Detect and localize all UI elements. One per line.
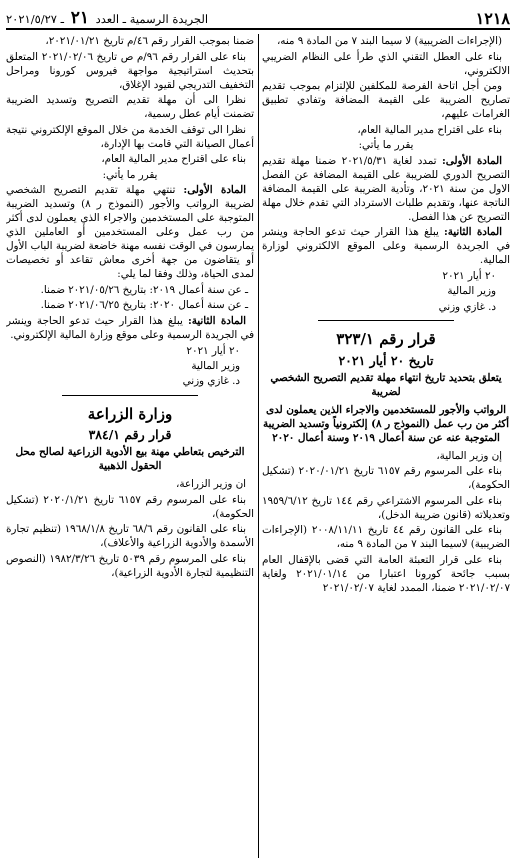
paragraph: بناء على المرسوم الاشتراعي رقم ١٤٤ تاريخ ١٩٥٩/٦/١٢ وتعديلاته (قانون ضريبة الدخل)، [262, 494, 510, 521]
signature-title: وزير المالية [191, 359, 240, 372]
article-label: المادة الأولى: [183, 184, 246, 196]
signature-date: ٢٠ أيار ٢٠٢١ [186, 344, 240, 357]
issue-number: ٢١ [70, 8, 89, 28]
paragraph: إن وزير المالية، [436, 449, 502, 462]
paragraph: بناء على المرسوم رقم ٦١٥٧ تاريخ ٢٠٢٠/٠١/٢١ (تشكيل الحكومة)، [262, 465, 510, 492]
paragraph: بناء على القرار رقم ٩٦/م ص تاريخ ٢٠٢١/٠٢/٠٦ المتعلق بتحديث استراتيجية مواجهة فيروس كورونا ومراحل التخفيف التدريجي لقيود الإغلاق، [6, 50, 254, 91]
signature-date: ٢٠ أيار ٢٠٢١ [442, 270, 496, 282]
decision-date: تاريخ ٢٠ أيار ٢٠٢١ [338, 352, 434, 368]
page-header [6, 4, 510, 30]
paragraph: بناء على المرسوم رقم ٦١٥٧ تاريخ ٢٠٢٠/١/٢١ (تشكيل الحكومة)، [6, 493, 254, 520]
content-columns [6, 34, 510, 858]
article-two [262, 225, 510, 267]
article-text: يبلغ هذا القرار حيث تدعو الحاجة وينشر في الجريدة الرسمية وعلى الموقع الالكتروني لوزارة المالية. [262, 226, 510, 266]
section-divider [318, 320, 454, 321]
issue-date: ـ ٢٠٢١/٥/٢٧ [6, 12, 65, 26]
decision-subject: الرواتب والأجور للمستخدمين والاجراء الذين يعملون لدى أكثر من رب عمل (النموذج ر ٨) إلكترونياً وتسديد الضريبة المتوجبة عنه عن سنة أعمال ٢٠١٩ وسنة أعمال ٢٠٢٠ [263, 403, 509, 444]
signature-name: د. غازي وزني [438, 300, 496, 313]
paragraph: نظرا الى أن مهلة تقديم التصريح وتسديد الضريبة تضمنت أيام عطل رسمية، [6, 94, 254, 120]
article-label: المادة الأولى: [441, 154, 502, 167]
paragraph: بناء على اقتراح مدير المالية العام، [101, 153, 246, 165]
list-item: ـ عن سنة أعمال ٢٠١٩: بتاريخ ٢٠٢١/٠٥/٢٦ ضمنا. [40, 283, 248, 296]
paragraph: (الإجراءات الضريبية) لا سيما البند ٧ من المادة ٩ منه، [276, 35, 502, 47]
ministry-heading: وزارة الزراعة [87, 404, 173, 423]
paragraph: ومن أجل اتاحة الفرصة للمكلفين للإلتزام بموجب تقديم تصاريح الضريبة على القيمة المضافة وتفادي تطبيق الغرامات عليهم، [262, 80, 510, 120]
decision-subject: الترخيص بتعاطي مهنة بيع الأدوية الزراعية لصالح محل الحقول الذهبية [15, 446, 245, 473]
signature-title: وزير المالية [447, 285, 496, 298]
column-divider [258, 34, 259, 858]
paragraph: بناء على العطل التقني الذي طرأ على النظام الضريبي الالكتروني، [262, 50, 510, 77]
paragraph: ضمنا بموجب القرار رقم ٤٦/م تاريخ ٢٠٢١/٠١/٢١، [45, 35, 254, 47]
page-number: ١٢١٨ [475, 9, 510, 28]
right-column [262, 34, 510, 858]
decision-title: قرار رقم ٣٢٣/١ [336, 330, 436, 349]
article-text: تمدد لغاية ٢٠٢١/٥/٣١ ضمنا مهلة تقديم التصريح الدوري للضريبة على القيمة المضافة عن الفصل الاول من سنة ٢٠٢١، وتأدية الضريبة على القيمة المضافة الناتجة عنها، وتقديم طلبات الاسترداد التي تقدم خلال مهلة التصريح عن هذا الفصل. [262, 154, 510, 223]
article-two [6, 314, 254, 342]
paragraph: بناء على المرسوم رقم ٥٠٣٩ تاريخ ١٩٨٢/٣/٢٦ (النصوص التنظيمية لتجارة الأدوية الزراعية)، [6, 552, 254, 579]
paragraph: بناء على القانون رقم ٤٤ تاريخ ٢٠٠٨/١١/١١ (الإجراءات الضريبية) لاسيما البند ٧ من المادة ٩ منه، [262, 524, 510, 551]
signature-name: د. غازي وزني [182, 375, 240, 388]
signature-block [262, 269, 510, 315]
paragraph: بناء على قرار التعبئة العامة التي قضى بالإقفال العام بسبب جائحة كورونا اعتبارا من ٢٠٢١/٠١/١٤ ولغاية ٢٠٢١/٠٢/٠٧ ضمنا، الممدد لغاية ٢٠٢١/٠٢/٠٧ [262, 553, 510, 594]
paragraph: ان وزير الزراعة، [176, 478, 246, 491]
header-info [6, 8, 208, 28]
left-column [6, 34, 254, 858]
decides-line: يقرر ما يأتي: [358, 139, 414, 151]
article-label: المادة الثانية: [187, 314, 246, 327]
article-text: تنتهي مهلة تقديم التصريح الشخصي لضريبة الرواتب والأجور (النموذج ر ٨) وتسديد الضريبة المتوجبة على المستخدمين والاجراء الذي يعملون لدى أكثر من رب عمل وعلى المستخدمين أو العاملين الذي يمارسون في الوقت نفسه مهنة خاضعة لضريبة الباب الأول أو يتقاضون من جهة أخرى معاش تقاعد أو تخصيصات لمدى الحياة، وذلك وفقا لما يلي: [6, 184, 254, 280]
decision-title: قرار رقم ٣٨٤/١ [88, 427, 172, 443]
article-one [6, 183, 254, 281]
article-label: المادة الثانية: [443, 226, 502, 238]
publication-name: الجريدة الرسمية ـ العدد [95, 12, 209, 26]
article-text: يبلغ هذا القرار حيث تدعو الحاجة وينشر في الجريدة الرسمية وعلى موقع وزارة المالية الإلكتروني. [6, 314, 254, 341]
signature-block [6, 344, 254, 390]
section-divider [62, 395, 198, 396]
decision-subject: يتعلق بتحديد تاريخ انتهاء مهلة تقديم التصريح الشخصي لضريبة [270, 371, 502, 398]
article-one [262, 154, 510, 224]
list-item: ـ عن سنة أعمال ٢٠٢٠: بتاريخ ٢٠٢١/٠٦/٢٥ ضمنا. [40, 299, 248, 311]
paragraph: نظرا الى توقف الخدمة من خلال الموقع الإلكتروني نتيجة أعمال الصيانة التي قامت بها الإدارة، [6, 123, 254, 150]
paragraph: بناء على اقتراح مدير المالية العام، [357, 123, 502, 136]
decides-line: يقرر ما يأتي: [102, 168, 158, 181]
paragraph: بناء على القانون رقم ٦٨/٦ تاريخ ١٩٦٨/١/٨ (تنظيم تجارة الأسمدة والأدوية الزراعية والأعلاف)، [6, 523, 254, 550]
